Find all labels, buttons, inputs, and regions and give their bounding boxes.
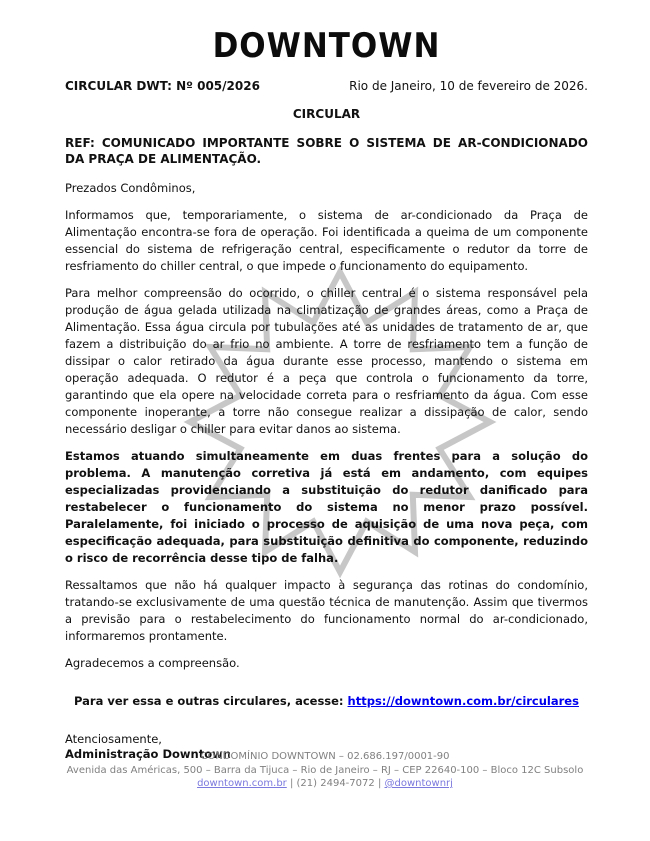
- thanks-line: Agradecemos a compreensão.: [65, 656, 240, 670]
- circulares-link[interactable]: https://downtown.com.br/circulares: [347, 694, 579, 708]
- footer-condo-line: CONDOMÍNIO DOWNTOWN – 02.686.197/0001-90: [200, 751, 450, 762]
- circular-number: CIRCULAR DWT: Nº 005/2026: [65, 79, 260, 93]
- paragraph-1: Informamos que, temporariamente, o sistema de ar-condicionado da Praça de Alimentação encontra-se fora de operação. Foi identificada a queima de um componente essencial do sistema de refrigeração central, especificamente o redutor da torre de resfriamento do chiller central, o que impede o funcionamento do equipamento.: [65, 208, 588, 273]
- salutation: Prezados Condôminos,: [65, 181, 196, 195]
- paragraph-2: Para melhor compreensão do ocorrido, o chiller central é o sistema responsável pela produção de água gelada utilizada na climatização de grandes áreas, como a Praça de Alimentação. Essa água circula por tubulações até as unidades de tratamento de ar, que fazem a distribuição do ar frio no ambiente. A torre de resfriamento tem a função de dissipar o calor retirado da água durante esse processo, mantendo o sistema em operação adequada. O redutor é a peça que controla o funcionamento da torre, garantindo que ela opere na velocidade correta para o resfriamento da água. Com esse componente inoperante, a torre não consegue realizar a dissipação de calor, sendo necessário desligar o chiller para evitar danos ao sistema.: [65, 286, 588, 436]
- paragraph-4: Ressaltamos que não há qualquer impacto à segurança das rotinas do condomínio, tratando-se exclusivamente de uma questão técnica de manutenção. Assim que tivermos a previsão para o restabelecimento do funcionamento normal do ar-condicionado, informaremos prontamente.: [65, 578, 588, 643]
- footer-separator-1: |: [289, 778, 294, 789]
- footer-address-line: Avenida das Américas, 500 – Barra da Tijuca – Rio de Janeiro – RJ – CEP 22640-100 – Bloco 12C Subsolo: [66, 764, 584, 776]
- footer-social-link[interactable]: @downtownrj: [384, 778, 453, 789]
- paragraph-3-bold: Estamos atuando simultaneamente em duas frentes para a solução do problema. A manutenção corretiva já está em andamento, com equipes especializadas providenciando a substituição do redutor danificado para restabelecer o funcionamento do sistema no menor prazo possível. Paralelamente, foi iniciado o processo de aquisição de uma nova peça, com especificação adequada, para substituição definitiva do componente, reduzindo o risco de recorrência desse tipo de falha.: [65, 449, 588, 565]
- link-prefix-text: Para ver essa e outras circulares, acesse:: [74, 694, 344, 708]
- signoff-text: Atenciosamente,: [65, 732, 162, 746]
- footer-phone: (21) 2494-7072: [296, 778, 375, 789]
- doc-type-title: CIRCULAR: [292, 107, 361, 121]
- footer-site-link[interactable]: downtown.com.br: [197, 778, 287, 789]
- date-line: Rio de Janeiro, 10 de fevereiro de 2026.: [349, 79, 588, 93]
- signature-name: Administração Downtown: [65, 747, 231, 761]
- subject-line: REF: COMUNICADO IMPORTANTE SOBRE O SISTEMA DE AR-CONDICIONADO DA PRAÇA DE ALIMENTAÇÃO.: [65, 136, 588, 166]
- header-meta-row: [65, 79, 588, 93]
- footer-contact-line: [0, 777, 650, 791]
- document-footer: [0, 750, 650, 791]
- footer-separator-2: |: [377, 778, 382, 789]
- downtown-logo: DOWNTOWN: [212, 26, 441, 66]
- circulares-link-line: [65, 694, 588, 708]
